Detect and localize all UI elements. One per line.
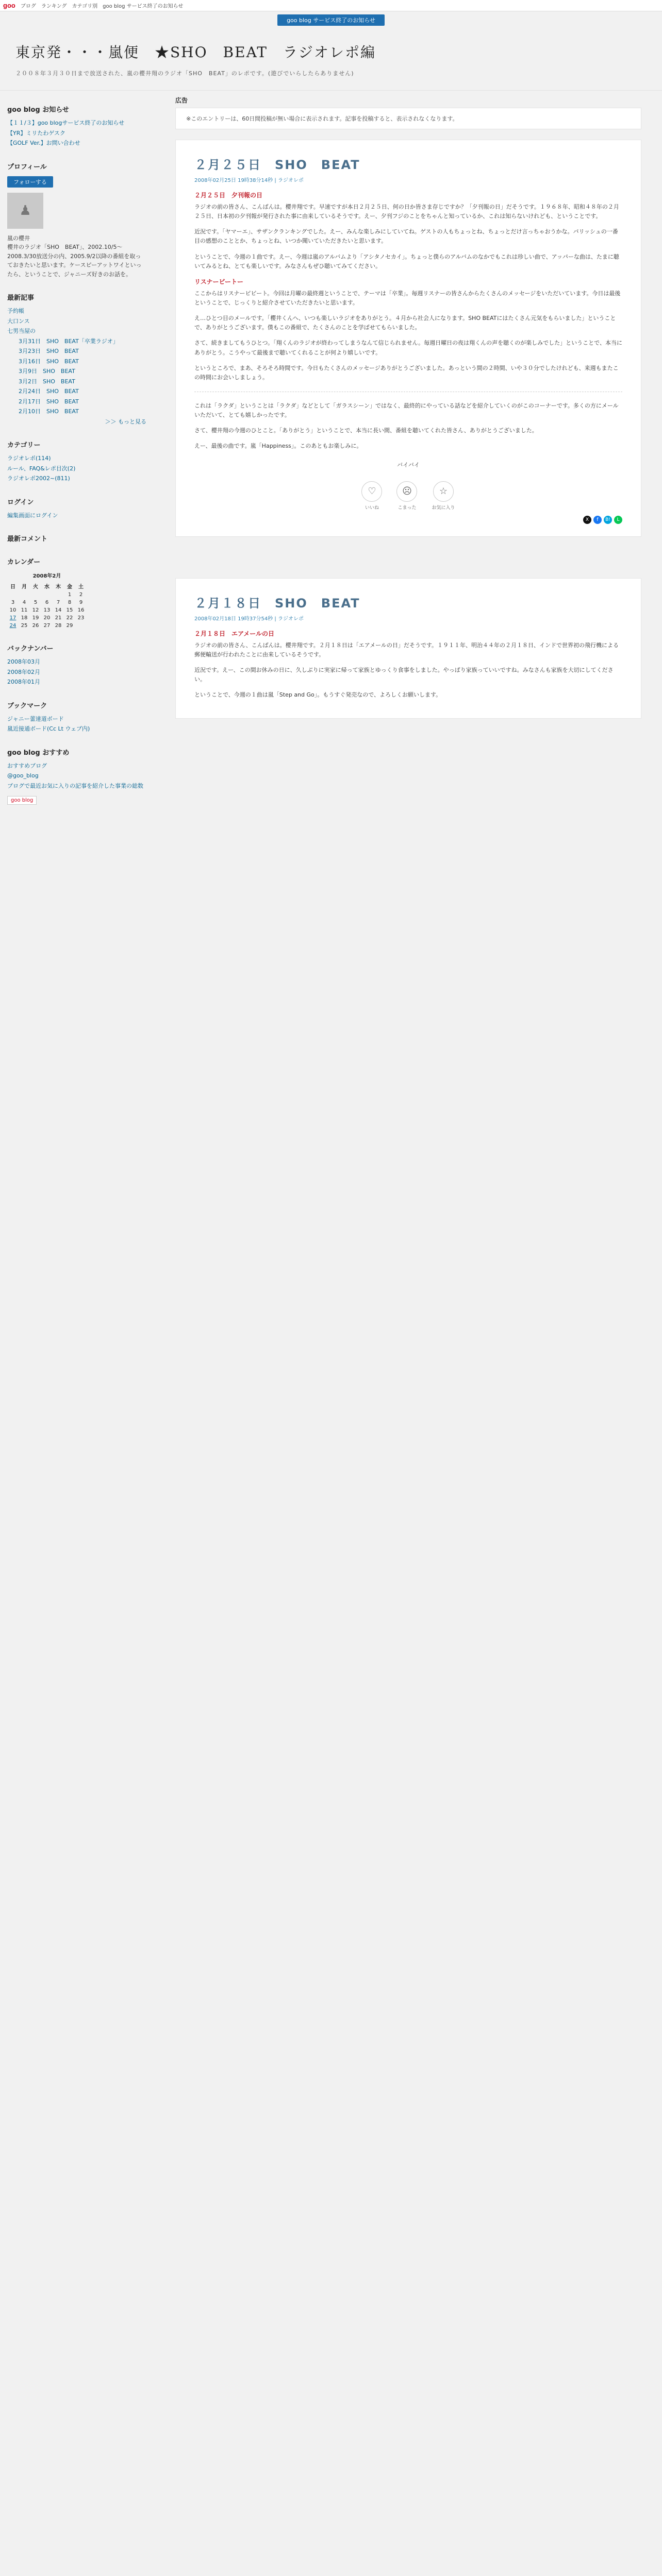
notice-item[interactable]: 【１１/３】goo blogサービス終了のお知らせ [7, 120, 125, 126]
calendar-day [30, 591, 41, 599]
article-paragraph: ラジオの前の皆さん、こんばんは。櫻井翔です。２月１８日は「エアメールの日」だそうです。１９１１年、明治４４年の２月１８日、インドで世界初の飛行機による郵便輸送が行われたことに由来しているそうです。 [194, 641, 619, 658]
topbar-link-ranking[interactable]: ランキング [41, 4, 67, 9]
article-gap [175, 537, 641, 568]
notice-banner-button[interactable]: goo blog サービス終了のお知らせ [277, 14, 385, 26]
x-share-icon[interactable]: X [583, 516, 591, 524]
topbar-link-category[interactable]: カテゴリ別 [72, 4, 98, 9]
recent-item[interactable]: 3月31日 SHO BEAT「卒業ラジオ」 [19, 337, 119, 345]
calendar-header: 火 [33, 584, 38, 590]
sidebar-notice [7, 104, 146, 148]
article-meta[interactable]: 2008年02月18日 19時37分54秒 | ラジオレポ [194, 616, 304, 622]
calendar-day: 5 [34, 600, 38, 606]
page-layout [0, 91, 662, 2576]
calendar-day-link[interactable]: 24 [9, 623, 16, 629]
backnumber-item[interactable]: 2008年03月 [7, 658, 40, 666]
calendar-month: 2008年2月 [32, 573, 61, 580]
sidebar-profile [7, 161, 146, 279]
backnumber-item[interactable]: 2008年02月 [7, 668, 40, 675]
calendar-day: 22 [66, 615, 73, 621]
calendar-day: 26 [32, 623, 39, 629]
blog-title[interactable]: 東京発・・・嵐便 ★SHO BEAT ラジオレポ編 [15, 44, 376, 61]
recent-more-link[interactable]: ＞＞ もっと見る [105, 418, 146, 425]
calendar-day: 23 [77, 615, 85, 621]
goo-topbar [0, 0, 662, 11]
sidebar-recommend-title: goo blog おすすめ [7, 749, 70, 757]
profile-text: 櫻井のラジオ「SHO BEAT」、2002.10/5〜2008.3/30放送分の内、2005.9/2以降の番組を取っておきたいと思います。ケースピーアットワイといったら、ということで、ジャニーズ好きのお話を。 [7, 244, 142, 278]
calendar-day: 15 [66, 607, 73, 614]
article-meta[interactable]: 2008年02月25日 19時38分14秒 | ラジオレポ [194, 178, 304, 183]
calendar-day: 19 [32, 615, 39, 621]
article-closing: バイバイ [397, 461, 420, 468]
recommend-item[interactable]: @goo_blog [7, 772, 39, 779]
recommend-item[interactable]: おすすめブログ [7, 762, 47, 769]
star-icon: ☆ [433, 481, 454, 502]
article-paragraph: ここからはリスナーピビート。今回は月曜の最終週ということで、テーマは「卒業」。毎週リスナーの皆さんからたくさんのメッセージをいただいています。今日は最後ということで、じっくりと紹介させていただきたいと思います。 [194, 290, 621, 306]
calendar-day: 14 [55, 607, 62, 614]
bookmark-item[interactable]: ジャニー蕾達道ボード [7, 715, 64, 722]
article-paragraph: これは「ラクダ」ということは「ラクダ」などとして「ガラスシーン」ではなく、最終的にやっている話などを紹介していくのがこのコーナーです。多くの方にメールいただいて、とても嬉しかったです。 [194, 402, 619, 419]
calendar-header: 金 [67, 584, 72, 590]
article [175, 578, 641, 719]
login-link[interactable]: 編集画面にログイン [7, 512, 58, 519]
sidebar-calendar [7, 556, 146, 630]
sidebar-recent [7, 292, 146, 426]
sidebar-comments-title: 最新コメント [7, 535, 48, 544]
recent-item[interactable]: 大口ンス [7, 317, 30, 325]
calendar-day: 8 [68, 600, 72, 606]
calendar-day-link[interactable]: 17 [9, 615, 16, 621]
line-share-icon[interactable]: L [614, 516, 622, 524]
recent-item[interactable]: 七男当屋の [7, 328, 36, 335]
calendar-day [53, 591, 64, 599]
calendar-day: 29 [66, 623, 73, 629]
recent-item[interactable]: 2月24日 SHO BEAT [19, 388, 79, 395]
section-heading: ２月２５日 夕刊報の日 [194, 192, 263, 199]
page-header [0, 29, 662, 91]
reaction-label: こまった [398, 505, 417, 511]
calendar-day: 20 [43, 615, 51, 621]
article-paragraph: さて、櫻井翔の今週のひとこと。「ありがとう」ということで、本当に長い間、番組を聴いてくれた皆さん、ありがとうございました。 [194, 427, 538, 434]
sidebar-categories-title: カテゴリー [7, 442, 41, 450]
article-paragraph: 近況です。えー、この間お休みの日に、久しぶりに実家に帰って家族とゆっくり食事をしました。やっぱり家族っていいですね。みなさんも家族を大切にしてください。 [194, 666, 614, 683]
article-paragraph: えー、最後の曲です。嵐「Happiness」。このあともお楽しみに。 [194, 443, 362, 450]
sidebar-comments [7, 533, 146, 543]
calendar-day: 27 [43, 623, 51, 629]
blog-description: ２００８年３月３０日まで放送された、嵐の櫻井翔のラジオ「SHO BEAT」のレポです。(遊びでいらしたらありません) [15, 70, 354, 77]
notice-item[interactable]: 【YR】ミリたわゲスク [7, 129, 65, 137]
sidebar-recent-title: 最新記事 [7, 294, 35, 302]
sidebar-notice-title: goo blog お知らせ [7, 106, 69, 114]
ad-label: 広告 [175, 97, 188, 104]
article-paragraph: ということで、今週の１曲です。えー、今週は嵐のアルバムより「アシタノセカイ」。ちょっと僕らのアルバムのなかでもこれは珍しい曲で、アッパーな曲は、たまに聴いてみるとね、とても楽しいです。みなさんもぜひ聴いてみてください。 [194, 253, 619, 269]
notice-item[interactable]: 【GOLF Ver.】お問い合わせ [7, 140, 80, 146]
recommend-item[interactable]: ブログで最近お気に入りの記事を紹介した事業の総数 [7, 782, 143, 789]
calendar-day: 21 [55, 615, 62, 621]
article-paragraph: ということで、今週の１曲は嵐「Step and Go」。もうすぐ発売なので、よろしくお願いします。 [194, 691, 442, 699]
calendar-day: 4 [22, 600, 26, 606]
calendar-day [75, 622, 87, 630]
reaction-favorite[interactable] [432, 481, 455, 511]
article-paragraph: というところで、まあ、そろそろ時間です。今日もたくさんのメッセージありがとうございました。あっという間の２時間、いや３０分でしたけれども、来週もまたこの時間にお会いしましょう。 [194, 364, 619, 381]
calendar-header: 土 [78, 584, 84, 590]
recent-item[interactable]: 予約帳 [7, 308, 24, 315]
calendar-day: 3 [11, 600, 15, 606]
sidebar-categories [7, 439, 146, 483]
sidebar-login-title: ログイン [7, 498, 34, 506]
article-paragraph: さて、続きましてもうひとつ。「翔くんのラジオが終わってしまうなんて信じられません。毎週日曜日の夜は翔くんの声を聴くのが楽しみでした」ということで、本当にありがとう。こうやって最後まで聴いてくれることが何より嬉しいです。 [194, 340, 622, 356]
sidebar-bookmark [7, 700, 146, 734]
calendar-day: 16 [77, 607, 85, 614]
notice-banner [0, 11, 662, 29]
sidebar [0, 91, 155, 2576]
calendar-day: 25 [21, 623, 28, 629]
goo-logo[interactable]: goo [3, 2, 15, 9]
bookmark-item[interactable]: 嵐近接通ボード(Cc Lt ウェブ内) [7, 725, 90, 733]
calendar-day: 10 [9, 607, 16, 614]
category-item[interactable]: ラジオレポ2002~(811) [7, 475, 70, 482]
calendar-day: 1 [68, 592, 72, 598]
article-paragraph: え…ひとつ目のメールです。「櫻井くんへ、いつも楽しいラジオをありがとう。４月から社会人になります。SHO BEATにはたくさん元気をもらいました」ということで、ありがとうございます。僕もこの番組で、たくさんのことを学ばせてもらいました。 [194, 315, 616, 331]
profile-name[interactable]: 嵐の櫻井 [7, 234, 30, 242]
recent-item[interactable]: 2月10日 SHO BEAT [19, 408, 79, 415]
ad-box: ※このエントリーは、60日間投稿が無い場合に表示されます。記事を投稿すると、表示されなくなります。 [175, 108, 641, 129]
calendar-day: 28 [55, 623, 62, 629]
reaction-label: お気に入り [432, 505, 455, 511]
recent-item[interactable]: 3月16日 SHO BEAT [19, 358, 79, 365]
calendar-day: 7 [56, 600, 60, 606]
calendar-day: 12 [32, 607, 39, 614]
facebook-share-icon[interactable]: f [593, 516, 602, 524]
recent-item[interactable]: 2月17日 SHO BEAT [19, 398, 79, 405]
sidebar-bookmark-title: ブックマーク [7, 702, 47, 710]
reaction-row [194, 481, 622, 511]
calendar-day: 9 [79, 600, 83, 606]
category-item[interactable]: ラジオレポ(114) [7, 455, 51, 462]
reaction-label: いいね [365, 505, 379, 511]
calendar-header: 水 [44, 584, 49, 590]
article-paragraph: 近況です。「ヤマーエ」、サザンクランキングでした。えー、みんな楽しみにしていてね。ゲストの人もちょっとね、ちょっとだけ言っちゃおうかな。パリッシュの一番目の感想のこととか、ちょっとね、いつか聞いていただきたいと思います。 [194, 228, 618, 245]
topbar-link-notice[interactable]: goo blog サービス終了のお知らせ [103, 4, 184, 9]
calendar-day: 6 [45, 600, 49, 606]
like-icon: ♡ [361, 481, 382, 502]
article-title[interactable]: ２月２５日 SHO BEAT [194, 158, 360, 172]
calendar-day: 13 [43, 607, 51, 614]
sidebar-profile-title: プロフィール [7, 163, 47, 171]
calendar-day: 18 [21, 615, 28, 621]
calendar-day: 2 [79, 592, 83, 598]
calendar-day: 11 [21, 607, 28, 614]
calendar-day [19, 591, 30, 599]
article-title[interactable]: ２月１８日 SHO BEAT [194, 596, 360, 611]
reaction-like[interactable] [361, 481, 382, 511]
calendar-table [7, 571, 87, 630]
recent-item[interactable]: 3月23日 SHO BEAT [19, 348, 79, 355]
sidebar-backnumber [7, 643, 146, 687]
sidebar-backnumber-title: バックナンバー [7, 645, 54, 653]
article [175, 140, 641, 537]
avatar[interactable]: ♟ [7, 193, 43, 229]
reaction-trouble[interactable] [396, 481, 417, 511]
recent-item[interactable]: 3月2日 SHO BEAT [19, 378, 75, 385]
sidebar-calendar-title: カレンダー [7, 558, 41, 567]
recent-item[interactable]: 3月9日 SHO BEAT [19, 368, 75, 375]
hatena-share-icon[interactable]: B! [604, 516, 612, 524]
goo-blog-badge[interactable]: goo blog [7, 796, 37, 805]
calendar-header: 月 [22, 584, 27, 590]
sidebar-recommend [7, 747, 146, 805]
sidebar-login [7, 497, 146, 520]
calendar-header: 木 [56, 584, 61, 590]
social-share-row [194, 516, 622, 524]
follow-button[interactable]: フォローする [7, 176, 53, 188]
main-content [155, 91, 662, 2576]
section-heading: リスナービートー [194, 278, 244, 285]
trouble-icon: ☹ [396, 481, 417, 502]
category-item[interactable]: ルール、FAQ&レポ目次(2) [7, 465, 76, 472]
backnumber-item[interactable]: 2008年01月 [7, 679, 40, 686]
calendar-day [7, 591, 19, 599]
topbar-link-blog[interactable]: ブログ [20, 4, 36, 9]
calendar-day [41, 591, 53, 599]
article-paragraph: ラジオの前の皆さん、こんばんは。櫻井翔です。早速ですが本日２月２５日、何の日か皆さま存じですか？「夕刊報の日」だそうです。１９６８年、昭和４８年の２月２５日、日本初の夕刊報が発行された事に由来しているそうです。えー、夕刊フジのことをちゃんと知っているか、これは知らないけれども、ということです。 [194, 204, 619, 220]
calendar-header: 日 [10, 584, 15, 590]
section-heading: ２月１８日 エアメールの日 [194, 630, 275, 637]
